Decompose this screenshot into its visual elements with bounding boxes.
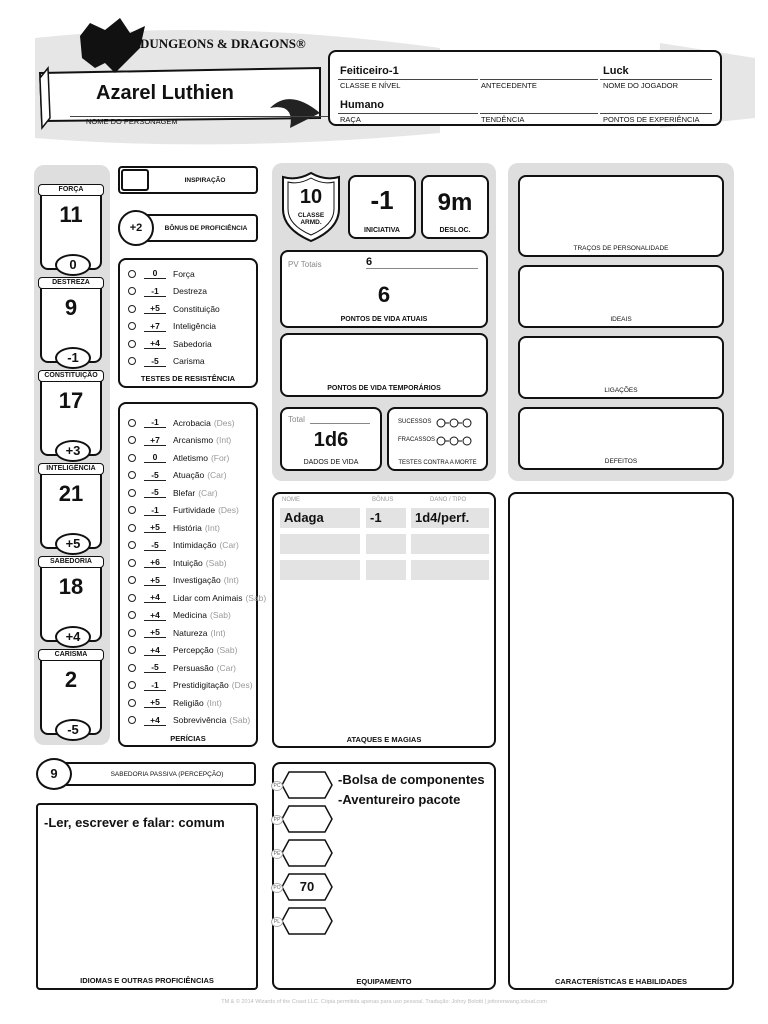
ability-intelligence: INTELIGÊNCIA 21 +5	[40, 467, 102, 549]
coin-label: PP	[271, 815, 283, 825]
ability-score[interactable]: 17	[58, 388, 84, 413]
inspiration-label: INSPIRAÇÃO	[184, 177, 226, 184]
proficiency-label: BÔNUS DE PROFICIÊNCIA	[164, 225, 248, 232]
hp-current-value[interactable]: 6	[377, 282, 391, 307]
character-name-label: NOME DO PERSONAGEM	[70, 116, 330, 126]
proficiency-dot-icon[interactable]	[128, 340, 136, 348]
skill-row: +4 Lidar com Animais (Sab)	[128, 589, 266, 607]
coin-label: PL	[271, 917, 283, 927]
proficiency-dot-icon[interactable]	[128, 322, 136, 330]
class-level-label: CLASSE E NÍVEL	[340, 81, 401, 90]
attack-bonus[interactable]	[366, 560, 406, 580]
hp-temp-label: PONTOS DE VIDA TEMPORÁRIOS	[327, 385, 441, 392]
death-fail-circles-icon[interactable]	[436, 436, 480, 446]
coin-gp	[273, 873, 333, 901]
attack-col-name: NOME	[282, 497, 300, 503]
ability-mod: +5	[55, 533, 91, 555]
proficiency-dot-icon[interactable]	[128, 506, 136, 514]
passive-perception-box	[44, 762, 256, 786]
skill-row: 0 Atletismo (For)	[128, 449, 229, 467]
proficiency-dot-icon[interactable]	[128, 489, 136, 497]
ability-score[interactable]: 21	[58, 481, 84, 506]
personality-traits-box[interactable]: TRAÇOS DE PERSONALIDADE	[518, 175, 724, 257]
saving-throws-box	[118, 258, 258, 388]
player-name-label: NOME DO JOGADOR	[603, 81, 679, 90]
proficiency-dot-icon[interactable]	[128, 629, 136, 637]
skill-row: +4 Percepção (Sab)	[128, 642, 237, 660]
attack-bonus[interactable]: -1	[366, 508, 406, 528]
attack-col-bonus: BÔNUS	[372, 497, 394, 503]
ability-constitution: CONSTITUIÇÃO 17 +3	[40, 374, 102, 456]
initiative-value[interactable]: -1	[370, 185, 394, 215]
death-saves-label: TESTES CONTRA A MORTE	[398, 460, 477, 466]
coin-cp	[273, 771, 333, 799]
ability-mod: -1	[55, 347, 91, 369]
proficiency-dot-icon[interactable]	[128, 646, 136, 654]
skill-row: +5 Natureza (Int)	[128, 624, 226, 642]
proficiency-box	[118, 214, 258, 242]
proficiency-dot-icon[interactable]	[128, 594, 136, 602]
skill-row: -5 Blefar (Car)	[128, 484, 218, 502]
save-row: 0 Força	[128, 265, 195, 283]
proficiency-dot-icon[interactable]	[128, 576, 136, 584]
flaws-box[interactable]: DEFEITOS	[518, 407, 724, 470]
equipment-text[interactable]: -Bolsa de componentes -Aventureiro pacote	[338, 772, 485, 807]
hit-points-box	[280, 250, 488, 328]
ideals-box[interactable]: IDEAIS	[518, 265, 724, 328]
coin-label: PO	[271, 883, 283, 893]
coin-sp	[273, 805, 333, 833]
equipment-label: EQUIPAMENTO	[356, 977, 412, 986]
save-row: -1 Destreza	[128, 283, 207, 301]
proficiency-dot-icon[interactable]	[128, 436, 136, 444]
save-row: +5 Constituição	[128, 300, 220, 318]
skill-row: -1 Prestidigitação (Des)	[128, 677, 253, 695]
player-name-value[interactable]: Luck	[603, 65, 629, 77]
armor-class-label: CLASSE ARMD.	[297, 212, 325, 226]
save-row: -5 Carisma	[128, 353, 205, 371]
attack-col-damage: DANO / TIPO	[430, 497, 467, 503]
skill-row: +4 Medicina (Sab)	[128, 607, 231, 625]
skill-row: +5 Religião (Int)	[128, 694, 222, 712]
character-name[interactable]: Azarel Luthien	[96, 82, 234, 104]
skill-row: +7 Arcanismo (Int)	[128, 432, 231, 450]
ability-score[interactable]: 11	[59, 202, 83, 227]
ability-mod: +4	[55, 626, 91, 648]
hit-dice-label: DADOS DE VIDA	[303, 459, 359, 466]
proficiency-dot-icon[interactable]	[128, 541, 136, 549]
coin-label: PC	[271, 781, 283, 791]
xp-label: PONTOS DE EXPERIÊNCIA	[603, 115, 700, 124]
proficiency-dot-icon[interactable]	[128, 681, 136, 689]
attack-name[interactable]: Adaga	[280, 508, 360, 528]
ability-mod: +3	[55, 440, 91, 462]
proficiency-dot-icon[interactable]	[128, 716, 136, 724]
race-label: RAÇA	[340, 115, 361, 124]
coin-pp	[273, 907, 333, 935]
ability-dexterity: DESTREZA 9 -1	[40, 281, 102, 363]
save-row: +4 Sabedoria	[128, 335, 212, 353]
save-row: +7 Inteligência	[128, 318, 216, 336]
coin-value[interactable]: 70	[299, 879, 315, 894]
proficiency-dot-icon[interactable]	[128, 454, 136, 462]
hp-max-label: PV Totais	[288, 260, 322, 269]
proficiency-value[interactable]: +2	[118, 210, 154, 246]
skill-row: +4 Sobrevivência (Sab)	[128, 712, 250, 730]
coin-ep	[273, 839, 333, 867]
proficiency-dot-icon[interactable]	[128, 471, 136, 479]
attacks-box	[272, 492, 496, 748]
bonds-box[interactable]: LIGAÇÕES	[518, 336, 724, 399]
ability-score[interactable]: 18	[58, 574, 84, 599]
inspiration-box	[118, 166, 258, 194]
ability-strength: FORÇA 11 0	[40, 188, 102, 270]
death-success-label: SUCESSOS	[398, 419, 432, 425]
attack-name[interactable]	[280, 534, 360, 554]
attack-name[interactable]	[280, 560, 360, 580]
ability-wisdom: SABEDORIA 18 +4	[40, 560, 102, 642]
proficiency-dot-icon[interactable]	[128, 357, 136, 365]
skill-row: -1 Furtividade (Des)	[128, 502, 239, 520]
skill-row: +5 História (Int)	[128, 519, 220, 537]
ability-mod: 0	[55, 254, 91, 276]
speed-label: DESLOC.	[439, 227, 471, 234]
alignment-label: TENDÊNCIA	[481, 115, 525, 124]
speed-box	[421, 175, 489, 239]
attack-damage[interactable]: 1d4/perf.	[411, 508, 489, 528]
speed-value[interactable]: 9m	[437, 189, 473, 216]
proficiency-dot-icon[interactable]	[128, 664, 136, 672]
passive-perception-label: SABEDORIA PASSIVA (PERCEPÇÃO)	[110, 771, 224, 778]
inspiration-checkbox[interactable]	[121, 169, 149, 191]
skill-row: -1 Acrobacia (Des)	[128, 414, 235, 432]
proficiency-dot-icon[interactable]	[128, 270, 136, 278]
ability-charisma: CARISMA 2 -5	[40, 653, 102, 735]
proficiency-dot-icon[interactable]	[128, 287, 136, 295]
languages-box	[36, 803, 258, 990]
skill-row: -5 Persuasão (Car)	[128, 659, 236, 677]
features-box[interactable]	[508, 492, 734, 990]
skill-row: -5 Intimidação (Car)	[128, 537, 239, 555]
initiative-box	[348, 175, 416, 239]
proficiency-dot-icon[interactable]	[128, 524, 136, 532]
proficiency-dot-icon[interactable]	[128, 611, 136, 619]
skills-box	[118, 402, 267, 747]
hit-dice-box	[280, 407, 382, 471]
proficiency-dot-icon[interactable]	[128, 419, 136, 427]
attacks-label: ATAQUES E MAGIAS	[346, 735, 422, 744]
skill-row: +5 Investigação (Int)	[128, 572, 239, 590]
background-label: ANTECEDENTE	[481, 81, 537, 90]
death-fail-label: FRACASSOS	[398, 437, 436, 443]
footer-copyright: TM & © 2014 Wizards of the Coast LLC. Cópia permitida apenas para uso pessoal. Tradução: Johny Bolotti | jottorenwang.icloud.com	[221, 999, 547, 1005]
attack-damage[interactable]	[411, 560, 489, 580]
languages-label: IDIOMAS E OUTRAS PROFICIÊNCIAS	[80, 976, 214, 985]
features-label: CARACTERÍSTICAS E HABILIDADES	[554, 977, 688, 986]
class-level-value[interactable]: Feiticeiro-1	[340, 65, 399, 77]
attack-damage[interactable]	[411, 534, 489, 554]
hit-dice-value[interactable]: 1d6	[313, 429, 349, 451]
proficiency-dot-icon[interactable]	[128, 305, 136, 313]
ability-mod: -5	[55, 719, 91, 741]
death-saves-box	[387, 407, 488, 471]
skill-row: +6 Intuição (Sab)	[128, 554, 227, 572]
ability-score[interactable]: 9	[64, 295, 78, 320]
death-success-circles-icon[interactable]	[436, 418, 480, 428]
coin-label: PE	[271, 849, 283, 859]
proficiency-dot-icon[interactable]	[128, 559, 136, 567]
ability-score[interactable]: 2	[64, 667, 78, 692]
languages-text[interactable]: -Ler, escrever e falar: comum	[44, 815, 225, 830]
attack-bonus[interactable]	[366, 534, 406, 554]
passive-perception-value[interactable]: 9	[36, 758, 72, 790]
armor-class-value[interactable]: 10	[299, 186, 323, 208]
hp-max-value[interactable]: 6	[366, 256, 478, 269]
logo-text: DUNGEONS & DRAGONS®	[140, 36, 306, 51]
temp-hp-box[interactable]	[280, 333, 488, 397]
proficiency-dot-icon[interactable]	[128, 699, 136, 707]
race-value[interactable]: Humano	[340, 99, 384, 111]
initiative-label: INICIATIVA	[364, 227, 400, 234]
saves-label: TESTES DE RESISTÊNCIA	[140, 374, 236, 383]
skills-label: PERÍCIAS	[170, 734, 206, 743]
skill-row: -5 Atuação (Car)	[128, 467, 227, 485]
hp-current-label: PONTOS DE VIDA ATUAIS	[340, 316, 428, 323]
hit-dice-total-label: Total	[288, 415, 305, 424]
